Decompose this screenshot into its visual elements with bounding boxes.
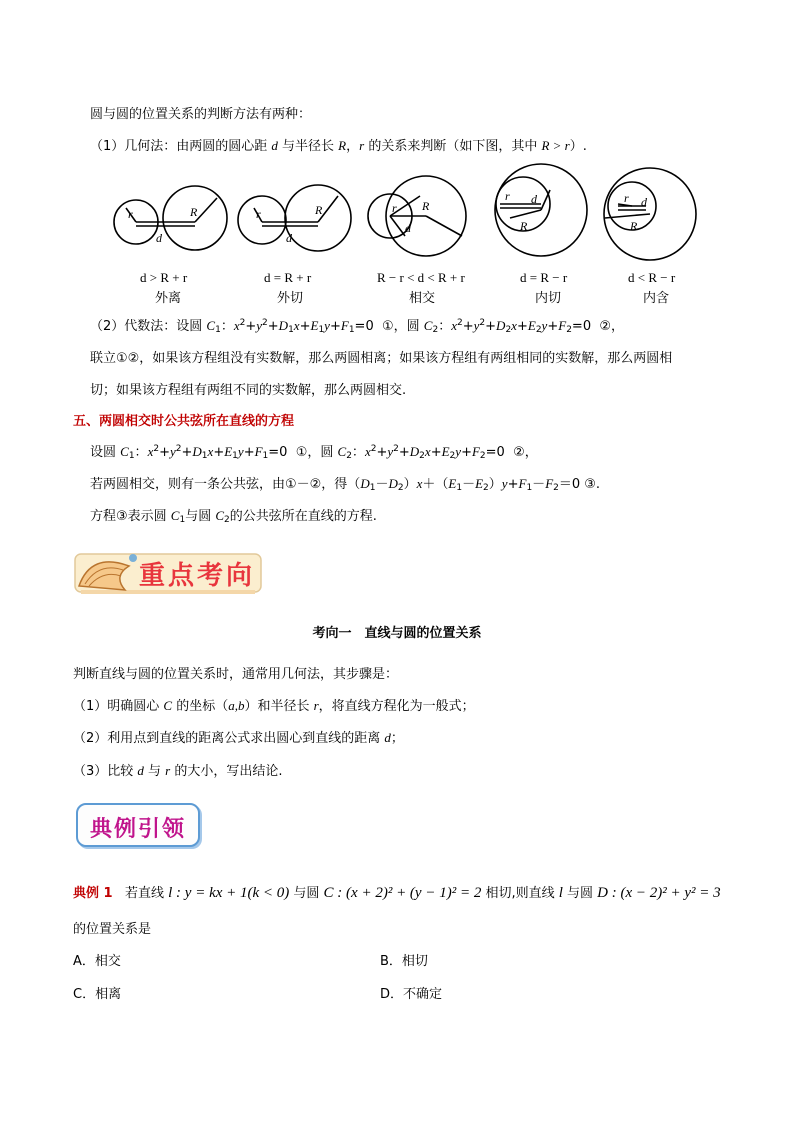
svg-text:d: d (641, 195, 647, 209)
caption-name-internal-tangent: 内切 (535, 291, 562, 306)
section-5-title: 五、两圆相交时公共弦所在直线的方程 (73, 414, 295, 429)
svg-text:d: d (286, 231, 292, 245)
figure-intersect (368, 176, 466, 256)
svg-text:r: r (505, 189, 510, 203)
topic-step-1: （1）明确圆心 C 的坐标（a,b）和半径长 r，将直线方程化为一般式； (73, 698, 475, 714)
svg-text:r: r (128, 207, 133, 221)
caption-cond-internal-tangent: d = R − r (520, 270, 568, 285)
caption-cond-contained: d < R − r (628, 270, 676, 285)
svg-text:r: r (624, 191, 629, 205)
caption-cond-separate: d > R + r (140, 270, 188, 285)
option-a[interactable]: A．相交 (73, 954, 121, 969)
svg-text:R: R (520, 219, 528, 233)
section-5-line-1: 设圆 C1：$x^2+y^2+D1x+E1y+F1=0$ ①，圆 C2：$x^2+y^2+D2x+E2y+F2=0$ ②， (90, 444, 538, 461)
svg-text:d: d (531, 192, 537, 206)
svg-text:r: r (392, 201, 397, 215)
example-guide-text: 典例引领 (90, 816, 187, 842)
topic-step-2: （2）利用点到直线的距离公式求出圆心到直线的距离 d； (73, 730, 404, 746)
topic-line-1: 判断直线与圆的位置关系时，通常用几何法，其步骤是： (73, 667, 399, 682)
example-1-line-2: 的位置关系是 (73, 922, 152, 937)
svg-text:d: d (156, 231, 162, 245)
example-guide-box (76, 803, 200, 847)
section-5-line-3: 方程③表示圆 C1与圆 C2的公共弦所在直线的方程. (90, 508, 377, 525)
figure-internal-tangent (495, 164, 587, 256)
option-c[interactable]: C．相离 (73, 987, 122, 1002)
caption-cond-external-tangent: d = R + r (264, 270, 312, 285)
svg-text:d: d (405, 221, 411, 235)
intro-line: 圆与圆的位置关系的判断方法有两种： (90, 107, 312, 122)
caption-name-contained: 内含 (643, 291, 670, 306)
topic-step-3: （3）比较 d 与 r 的大小，写出结论. (73, 763, 283, 779)
figure-contained (604, 168, 696, 260)
option-d[interactable]: D．不确定 (380, 987, 443, 1002)
algebraic-line-3: 切；如果该方程组有两组不同的实数解，那么两圆相交. (90, 383, 407, 398)
svg-text:R: R (315, 203, 323, 217)
geometric-method-line: （1）几何法：由两圆的圆心距 d 与半径长 R，r 的关系来判断（如下图，其中 R > r）. (90, 138, 587, 154)
algebraic-method-line: （2）代数法：设圆 C1：$x^2+y^2+D1x+E1y+F1=0$ ①，圆 C2：$x^2+y^2+D2x+E2y+F2=0$ ②， (90, 318, 625, 335)
section-5-line-2: 若两圆相交，则有一条公共弦，由①－②，得（D1－D2）x＋（E1－E2）y+F1－F2＝0 ③. (90, 476, 601, 493)
option-b[interactable]: B．相切 (380, 954, 428, 969)
svg-text:R: R (630, 219, 638, 233)
key-topics-banner (73, 546, 263, 598)
caption-name-external-tangent: 外切 (277, 291, 304, 306)
figure-separate (114, 186, 227, 250)
figure-external-tangent (238, 185, 351, 251)
topic-title: 考向一 直线与圆的位置关系 (312, 626, 482, 641)
caption-cond-intersect: R − r < d < R + r (377, 270, 465, 285)
svg-text:r: r (256, 207, 261, 221)
caption-name-separate: 外离 (155, 291, 182, 306)
svg-text:R: R (190, 205, 198, 219)
example-1-line-1: 典例 1 若直线 l : y = kx + 1(k < 0) 与圆 C : (x + 2)² + (y − 1)² = 2 相切,则直线 l 与圆 D : (x − 2)² + y² = 3 (73, 885, 721, 901)
caption-name-intersect: 相交 (409, 291, 436, 306)
circle-positions-figure (0, 160, 794, 310)
algebraic-line-2: 联立①②，如果该方程组没有实数解，那么两圆相离；如果该方程组有两组相同的实数解，那么两圆相 (90, 351, 673, 366)
banner-text: 重点考向 (139, 561, 256, 591)
svg-text:R: R (422, 199, 430, 213)
